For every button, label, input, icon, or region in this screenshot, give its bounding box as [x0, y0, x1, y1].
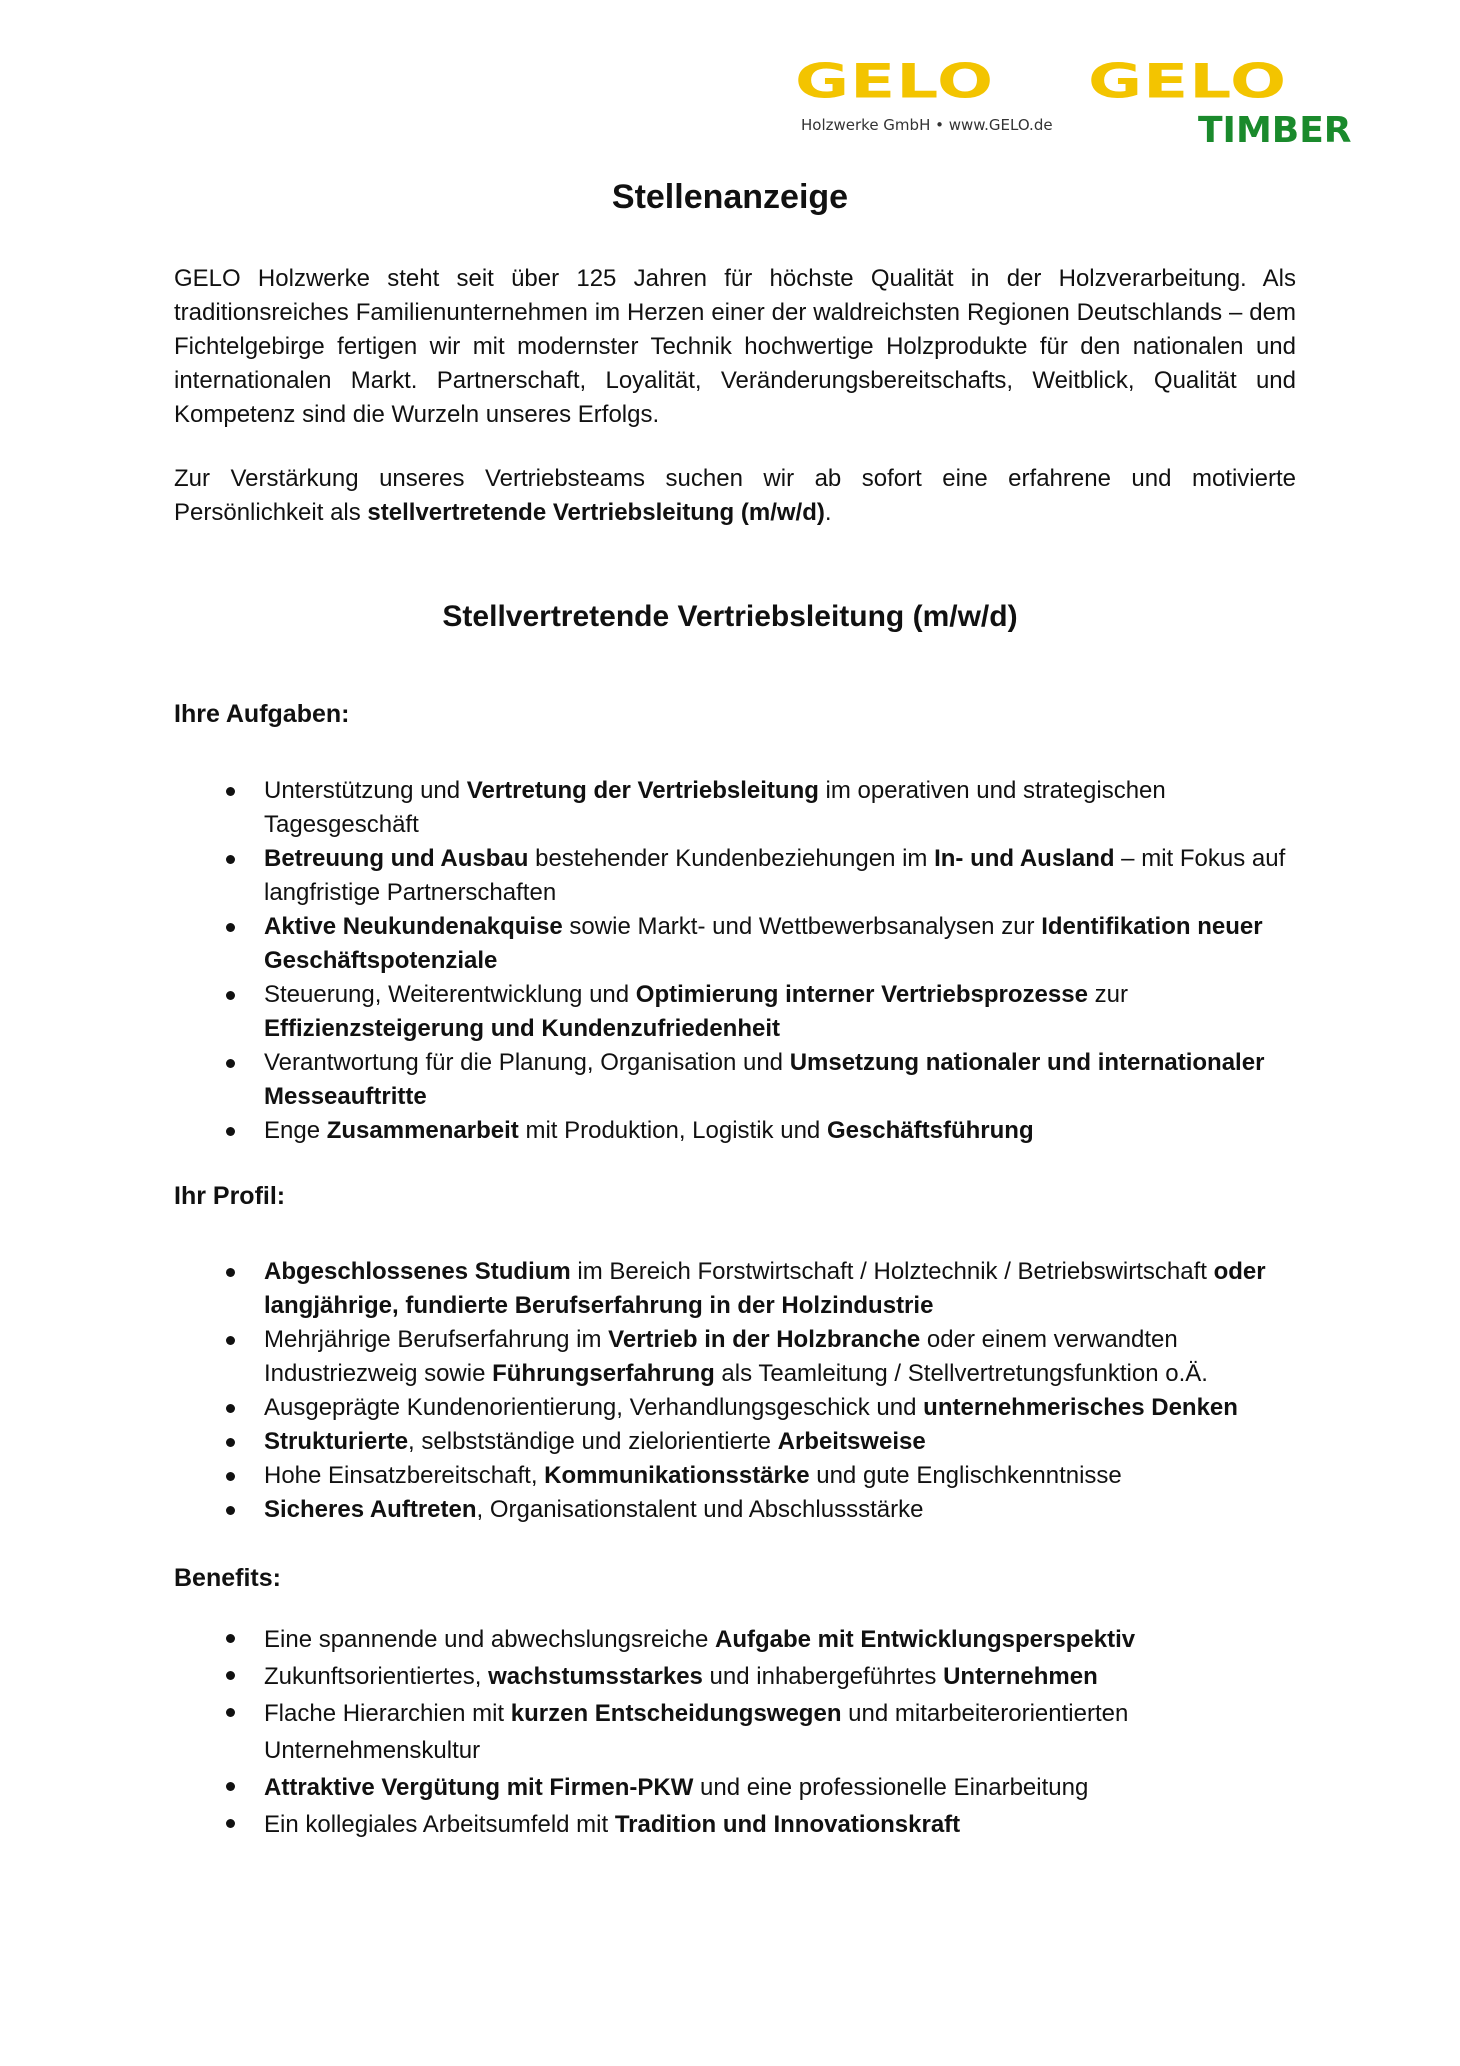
text-run: Enge: [264, 1117, 327, 1144]
text-run: Zur Verstärkung unseres Vertriebsteams suchen wir ab sofort eine erfahrene und motivierte Persönlichkeit als: [174, 465, 1296, 526]
text-run: zur: [1087, 981, 1128, 1008]
logo-wordmark: GELO: [1088, 53, 1288, 110]
bold-text: Arbeitsweise: [777, 1428, 926, 1455]
text-run: im Bereich Forstwirtschaft / Holztechnik / Betriebswirtschaft: [570, 1258, 1214, 1285]
bold-text: Zusammenarbeit: [326, 1117, 519, 1144]
bold-text: Tradition und Innovationskraft: [614, 1811, 961, 1838]
text-run: – mit Fokus auf langfristige Partnerschaften: [264, 845, 1286, 906]
bold-text: Führungserfahrung: [492, 1360, 715, 1387]
list-item: [222, 1658, 1302, 1695]
text-run: Ein kollegiales Arbeitsumfeld mit: [264, 1811, 615, 1838]
bold-text: In- und Ausland: [934, 845, 1115, 872]
bold-text: Strukturierte: [264, 1428, 409, 1455]
bold-text: Vertrieb in der Holzbranche: [608, 1326, 921, 1353]
bold-text: Geschäftsführung: [826, 1117, 1034, 1144]
page-title: Stellenanzeige: [611, 178, 849, 216]
list-item: [222, 774, 1302, 842]
text-run: oder einem verwandten Industriezweig sowie: [264, 1326, 1178, 1387]
bold-text: Identifikation neuer Geschäftspotenziale: [264, 913, 1263, 974]
list-item: [222, 1425, 1302, 1459]
text-run: , Organisationstalent und Abschlussstärke: [476, 1496, 924, 1523]
logo-timber-text: TIMBER: [1198, 110, 1352, 151]
text-run: Ausgeprägte Kundenorientierung, Verhandlungsgeschick und: [264, 1394, 924, 1421]
bold-text: Abgeschlossenes Studium: [264, 1258, 571, 1285]
text-run: sowie Markt- und Wettbewerbsanalysen zur: [562, 913, 1042, 940]
text-run: mit Produktion, Logistik und: [518, 1117, 827, 1144]
bold-text: Betreuung und Ausbau: [264, 845, 529, 872]
bold-text: kurzen Entscheidungswegen: [510, 1700, 842, 1727]
bold-text: unternehmerisches Denken: [923, 1394, 1238, 1421]
logo-wordmark: GELO: [795, 53, 995, 110]
intro-paragraph-2: [174, 462, 1296, 530]
bold-text: Unternehmen: [943, 1663, 1098, 1690]
text-run: Flache Hierarchien mit: [264, 1700, 511, 1727]
text-run: und gute Englischkenntnisse: [809, 1462, 1122, 1489]
bold-text: stellvertretende Vertriebsleitung (m/w/d): [367, 499, 825, 526]
bold-text: Sicheres Auftreten: [264, 1496, 477, 1523]
text-run: Hohe Einsatzbereitschaft,: [264, 1462, 545, 1489]
list-item: [222, 978, 1302, 1046]
text-run: Unterstützung und: [264, 777, 467, 804]
intro-paragraph: GELO Holzwerke steht seit über 125 Jahren für höchste Qualität in der Holzverarbeitung. Als traditionsreiches Familienunternehmen im Herzen einer der waldreichsten Regionen Deutschlands – dem Fichtelgebirge fertigen wir mit modernster Technik hochwertige Holzprodukte für den nationalen und internationalen Markt. Partnerschaft, Loyalität, Veränderungsbereitschafts, Weitblick, Qualität und Kompetenz sind die Wurzeln unseres Erfolgs.: [174, 265, 1296, 428]
list-item: [222, 1459, 1302, 1493]
text-run: Zukunftsorientiertes,: [264, 1663, 489, 1690]
list-item: [222, 1621, 1302, 1658]
list-item: [222, 1255, 1302, 1323]
list-item: [222, 1493, 1302, 1527]
text-run: Eine spannende und abwechslungsreiche: [264, 1626, 715, 1653]
text-run: bestehender Kundenbeziehungen im: [528, 845, 935, 872]
bold-text: Optimierung interner Vertriebsprozesse: [635, 981, 1088, 1008]
bold-text: Effizienzsteigerung und Kundenzufriedenheit: [264, 1015, 780, 1042]
bold-text: Umsetzung nationaler und internationaler Messeauftritte: [264, 1049, 1265, 1110]
bold-text: wachstumsstarkes: [488, 1663, 703, 1690]
text-run: im operativen und strategischen Tagesgeschäft: [264, 777, 1166, 838]
position-title: Stellvertretende Vertriebsleitung (m/w/d): [442, 600, 1018, 633]
bold-text: Vertretung der Vertriebsleitung: [466, 777, 819, 804]
bold-text: Kommunikationsstärke: [544, 1462, 810, 1489]
list-item: [222, 1046, 1302, 1114]
text-run: .: [824, 499, 832, 526]
list-item: [222, 1695, 1302, 1769]
bold-text: Aufgabe mit Entwicklungsperspektiv: [715, 1626, 1136, 1653]
text-run: Mehrjährige Berufserfahrung im: [264, 1326, 609, 1353]
list-item: [222, 1769, 1302, 1806]
profile-list: [222, 1255, 1302, 1527]
text-run: , selbstständige und zielorientierte: [408, 1428, 778, 1455]
tasks-list: [222, 774, 1302, 1148]
text-run: Verantwortung für die Planung, Organisation und: [264, 1049, 790, 1076]
section-heading-tasks: Ihre Aufgaben:: [174, 700, 350, 728]
list-item: [222, 910, 1302, 978]
bold-text: oder langjährige, fundierte Berufserfahrung in der Holzindustrie: [264, 1258, 1266, 1319]
list-item: [222, 1323, 1302, 1391]
list-item: [222, 1391, 1302, 1425]
text-run: und mitarbeiterorientierten Unternehmenskultur: [264, 1700, 1129, 1764]
benefits-list: [222, 1621, 1302, 1843]
text-run: und inhabergeführtes: [702, 1663, 944, 1690]
bold-text: Aktive Neukundenakquise: [264, 913, 563, 940]
text-run: Steuerung, Weiterentwicklung und: [264, 981, 636, 1008]
list-item: [222, 1114, 1302, 1148]
list-item: [222, 842, 1302, 910]
bold-text: Attraktive Vergütung mit Firmen-PKW: [264, 1774, 694, 1801]
text-run: und eine professionelle Einarbeitung: [693, 1774, 1089, 1801]
gelo-timber-logo: [1088, 53, 1358, 151]
section-heading-profile: Ihr Profil:: [174, 1182, 286, 1210]
logo-subline: Holzwerke GmbH • www.GELO.de: [801, 116, 1053, 134]
section-heading-benefits: Benefits:: [174, 1564, 281, 1592]
list-item: [222, 1806, 1302, 1843]
text-run: als Teamleitung / Stellvertretungsfunktion o.Ä.: [714, 1360, 1208, 1387]
gelo-holzwerke-logo: [795, 53, 1065, 134]
